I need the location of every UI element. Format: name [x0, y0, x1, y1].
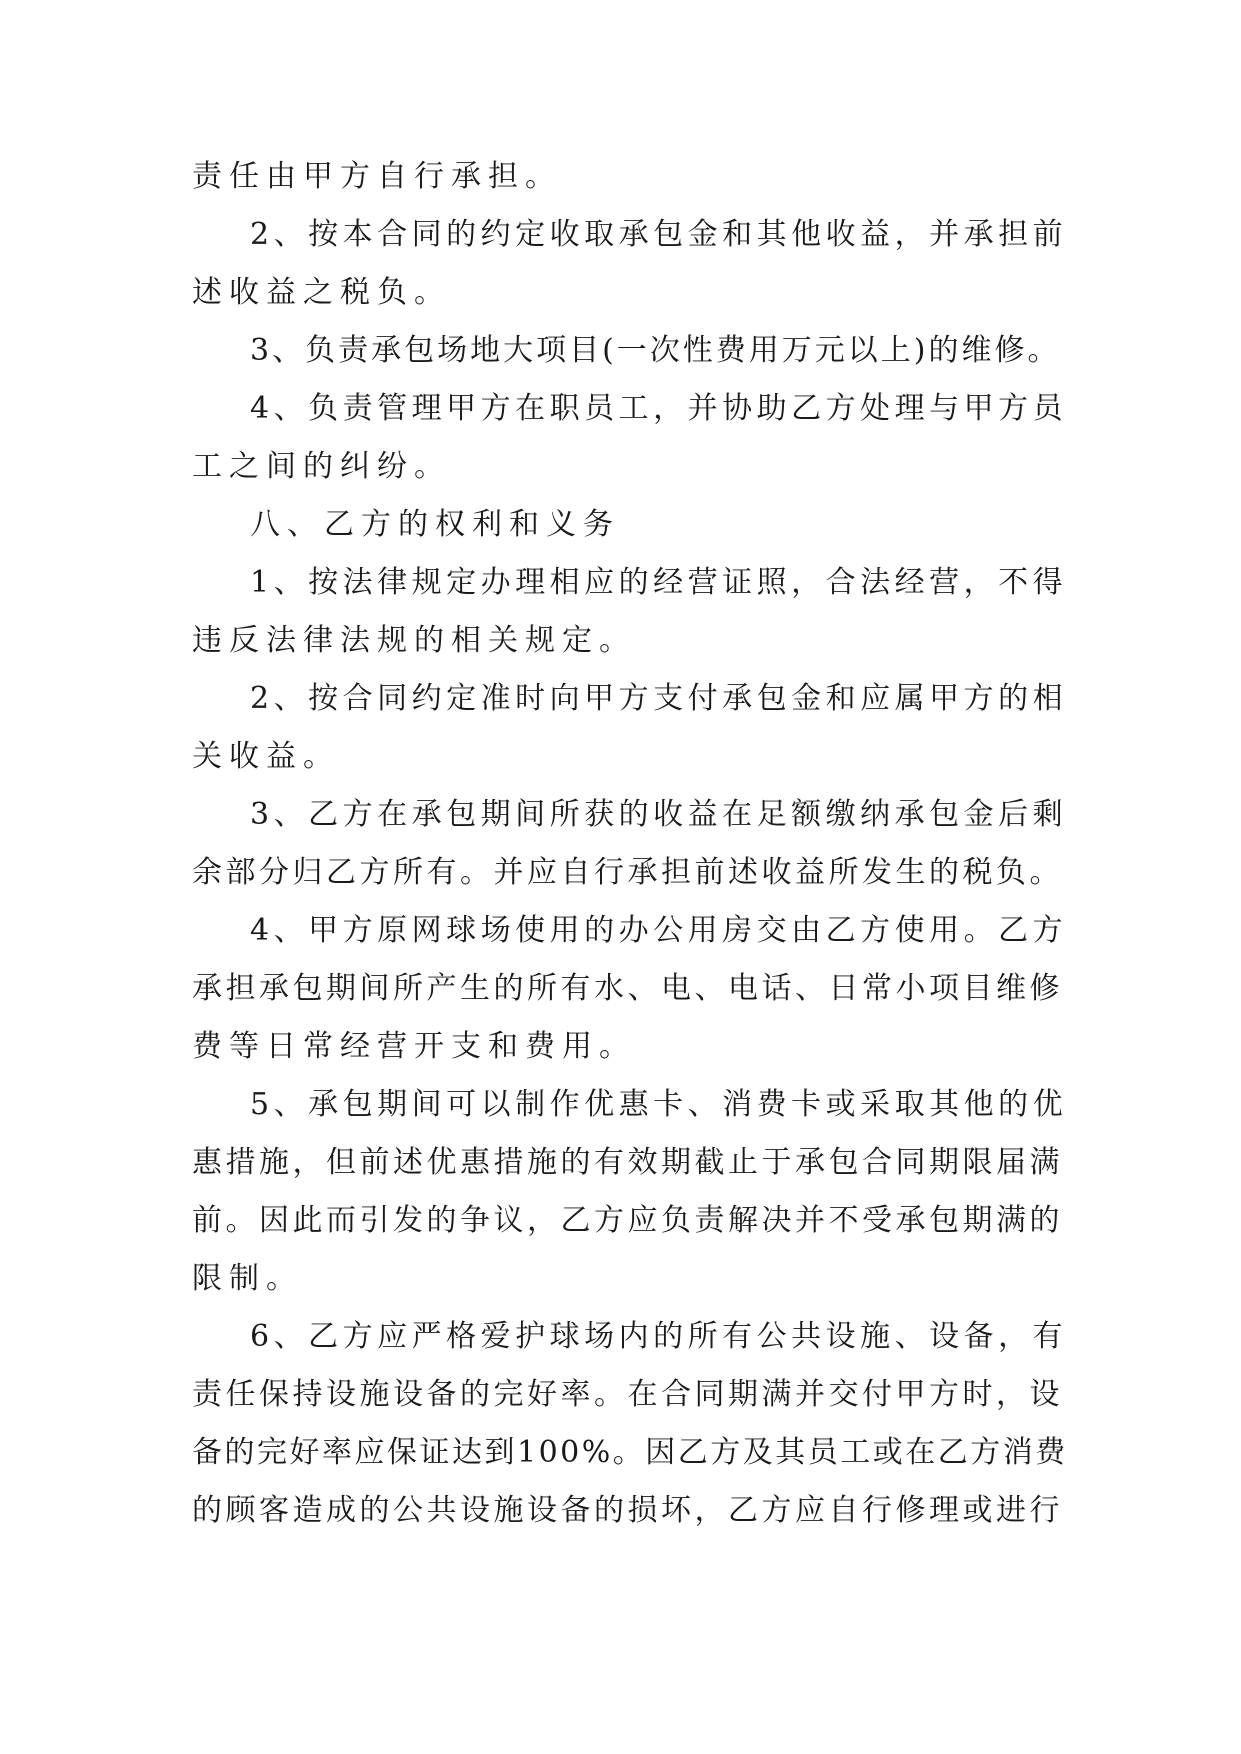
- text-line: 关收益。: [192, 739, 340, 774]
- text-line: 责任保持设施设备的完好率。在合同期满并交付甲方时，设: [192, 1377, 1063, 1412]
- text-line: 4、甲方原网球场使用的办公用房交由乙方使用。乙方: [250, 913, 1068, 948]
- text-line: 八、乙方的权利和义务: [250, 507, 620, 542]
- text-line: 余部分归乙方所有。并应自行承担前述收益所发生的税负。: [192, 855, 1063, 890]
- text-line: 3、乙方在承包期间所获的收益在足额缴纳承包金后剩: [250, 797, 1068, 832]
- text-line: 3、负责承包场地大项目(一次性费用万元以上)的维修。: [250, 333, 1061, 368]
- text-line: 5、承包期间可以制作优惠卡、消费卡或采取其他的优: [250, 1087, 1068, 1122]
- text-line: 4、负责管理甲方在职员工，并协助乙方处理与甲方员: [250, 391, 1068, 426]
- text-line: 述收益之税负。: [192, 275, 451, 310]
- text-line: 2、按本合同的约定收取承包金和其他收益，并承担前: [250, 217, 1068, 252]
- text-line: 工之间的纠纷。: [192, 449, 451, 484]
- text-line: 的顾客造成的公共设施设备的损坏，乙方应自行修理或进行: [192, 1493, 1063, 1528]
- text-line: 费等日常经营开支和费用。: [192, 1029, 636, 1064]
- text-line: 备的完好率应保证达到100%。因乙方及其员工或在乙方消费: [192, 1435, 1068, 1470]
- document-body: [192, 148, 1072, 1540]
- text-line: 2、按合同约定准时向甲方支付承包金和应属甲方的相: [250, 681, 1068, 716]
- text-line: 限制。: [192, 1261, 303, 1296]
- text-line: 责任由甲方自行承担。: [192, 159, 562, 194]
- text-line: 1、按法律规定办理相应的经营证照，合法经营，不得: [250, 565, 1068, 600]
- text-line: 承担承包期间所产生的所有水、电、电话、日常小项目维修: [192, 971, 1063, 1006]
- text-line: 违反法律法规的相关规定。: [192, 623, 636, 658]
- text-line: 前。因此而引发的争议，乙方应负责解决并不受承包期满的: [192, 1203, 1063, 1238]
- text-line: 6、乙方应严格爱护球场内的所有公共设施、设备，有: [250, 1319, 1068, 1354]
- text-line: 惠措施，但前述优惠措施的有效期截止于承包合同期限届满: [192, 1145, 1063, 1180]
